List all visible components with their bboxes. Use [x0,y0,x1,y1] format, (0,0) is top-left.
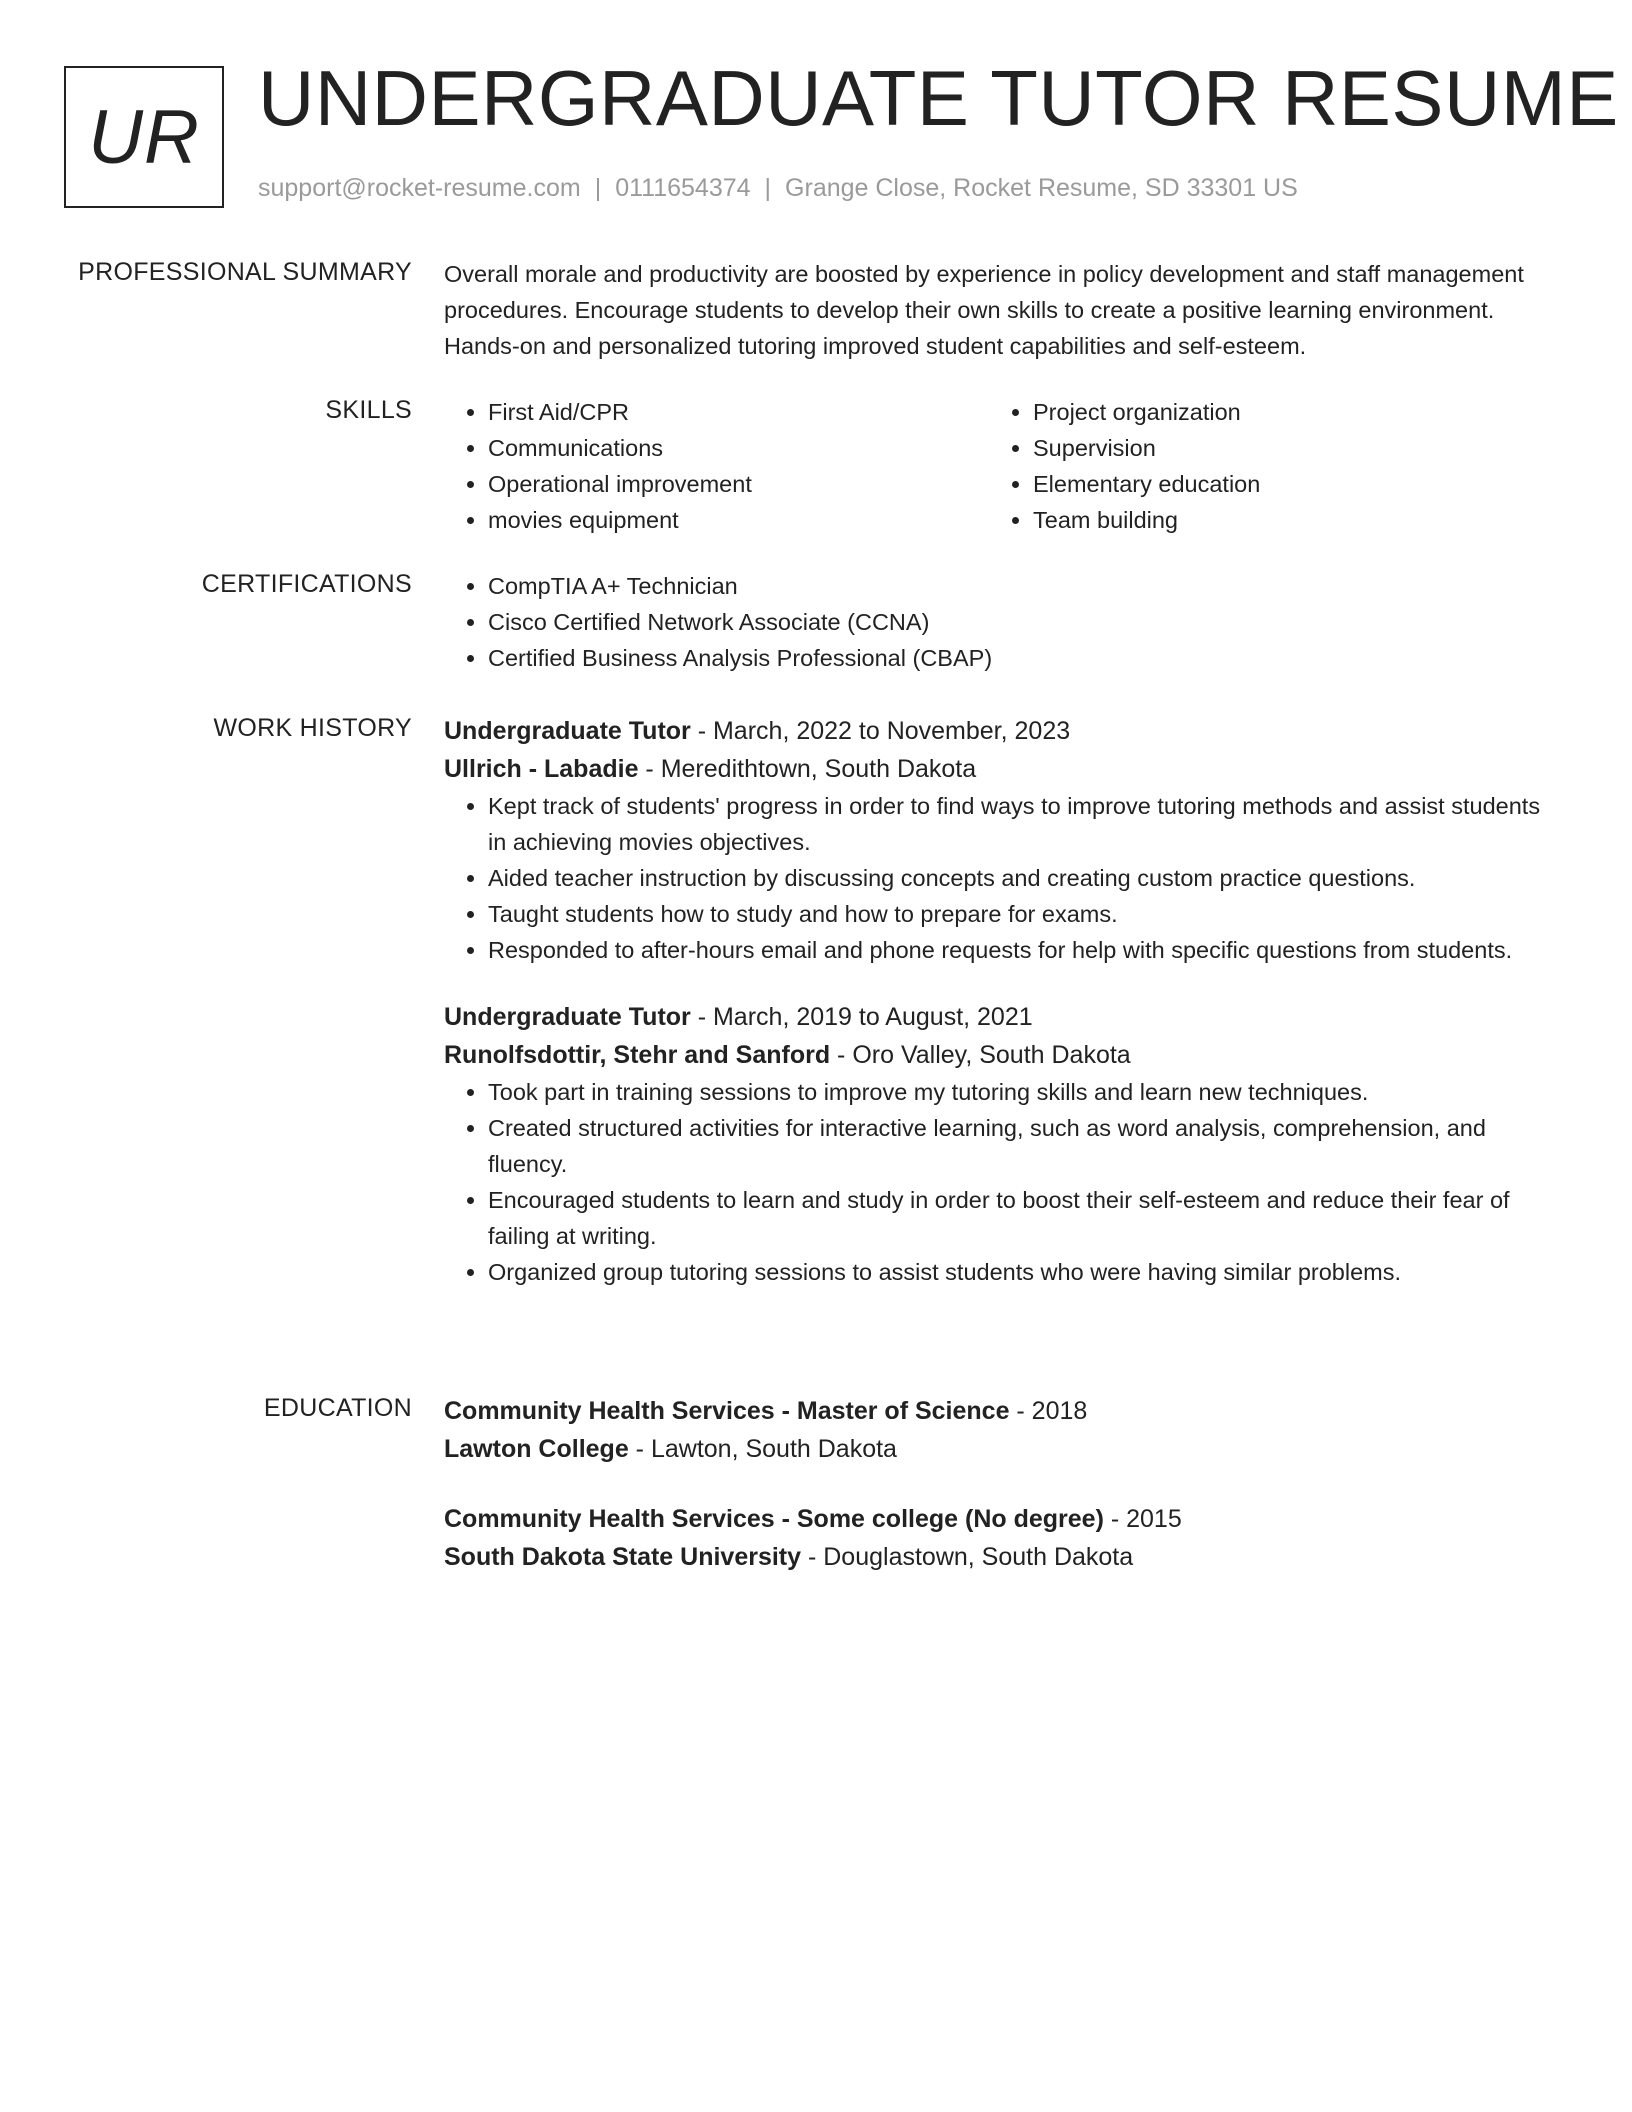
education-entry [444,1392,1554,1468]
education-school-line [444,1538,1554,1576]
skill-item: • Project organization [1033,394,1534,430]
education-body [444,1392,1554,1576]
summary-text: Overall morale and productivity are boosted by experience in policy development and staff management procedures. Encourage students to develop their own skills to create a positive learning environment. Hands-on and personalized tutoring improved student capabilities and self-esteem. [444,261,1524,359]
job-location: - Meredithtown, South Dakota [638,755,977,783]
skill-item: • Supervision [1033,430,1534,466]
job-title-line [444,998,1554,1036]
skills-column-right [989,394,1534,538]
contact-address: Grange Close, Rocket Resume, SD 33301 US [785,174,1298,202]
education-year: - 2015 [1103,1505,1182,1533]
education-location: - Lawton, South Dakota [628,1435,897,1463]
job-location: - Oro Valley, South Dakota [830,1041,1131,1069]
section-heading: PROFESSIONAL SUMMARY [78,258,412,286]
contact-separator: | [764,174,772,202]
job-company: Runolfsdottir, Stehr and Sanford [444,1041,831,1069]
certifications-body [444,568,1554,676]
resume-title: UNDERGRADUATE TUTOR RESUME [258,54,1619,142]
job-entry [444,712,1554,968]
job-title: Undergraduate Tutor [444,1003,691,1031]
contact-line [258,174,1298,203]
job-duties-list [444,788,1554,968]
skill-item: • Communications [488,430,989,466]
education-entry [444,1500,1554,1576]
job-company-line [444,750,1554,788]
skill-item: • Elementary education [1033,466,1534,502]
job-title-line [444,712,1554,750]
work-history-body [444,712,1554,1290]
skills-list [444,394,989,538]
education-location: - Douglastown, South Dakota [801,1543,1134,1571]
skills-grid [444,394,1554,538]
certification-item: • Cisco Certified Network Associate (CCNA) [488,604,1554,640]
section-heading: CERTIFICATIONS [201,570,412,598]
job-entry [444,998,1554,1290]
skill-item: • Team building [1033,502,1534,538]
job-duty-item: • Responded to after-hours email and phone requests for help with specific questions from students. [488,932,1554,968]
section-heading: EDUCATION [263,1394,412,1422]
certifications-list [444,568,1554,676]
certification-item: • CompTIA A+ Technician [488,568,1554,604]
skills-column-left [444,394,989,538]
skill-item: • Operational improvement [488,466,989,502]
summary-body [444,256,1554,364]
education-school-line [444,1430,1554,1468]
education-degree-line [444,1392,1554,1430]
monogram-text: UR [88,94,200,180]
monogram-badge [64,66,224,208]
job-dates: - March, 2019 to August, 2021 [690,1003,1033,1031]
contact-email[interactable]: support@rocket-resume.com [258,174,581,202]
education-degree-line [444,1500,1554,1538]
job-company: Ullrich - Labadie [444,755,639,783]
job-title: Undergraduate Tutor [444,717,691,745]
certification-item: • Certified Business Analysis Professional (CBAP) [488,640,1554,676]
job-duty-item: • Aided teacher instruction by discussing concepts and creating custom practice questions. [488,860,1554,896]
skills-body [444,394,1554,538]
job-duty-item: • Kept track of students' progress in order to find ways to improve tutoring methods and assist students in achieving movies objectives. [488,788,1554,860]
skill-item: • movies equipment [488,502,989,538]
contact-separator: | [594,174,602,202]
education-school: South Dakota State University [444,1543,802,1571]
job-company-line [444,1036,1554,1074]
job-duty-item: • Took part in training sessions to improve my tutoring skills and learn new techniques. [488,1074,1554,1110]
education-degree: Community Health Services - Some college (No degree) [444,1505,1104,1533]
job-duty-item: • Encouraged students to learn and study in order to boost their self-esteem and reduce their fear of failing at writing. [488,1182,1554,1254]
job-duties-list [444,1074,1554,1290]
job-duty-item: • Taught students how to study and how to prepare for exams. [488,896,1554,932]
education-degree: Community Health Services - Master of Science [444,1397,1010,1425]
education-school: Lawton College [444,1435,629,1463]
job-duty-item: • Organized group tutoring sessions to assist students who were having similar problems. [488,1254,1554,1290]
section-heading: SKILLS [325,396,412,424]
job-duty-item: • Created structured activities for interactive learning, such as word analysis, comprehension, and fluency. [488,1110,1554,1182]
contact-phone[interactable]: 0111654374 [615,174,751,202]
education-year: - 2018 [1009,1397,1088,1425]
skill-item: • First Aid/CPR [488,394,989,430]
section-heading: WORK HISTORY [213,714,412,742]
skills-list [989,394,1534,538]
job-dates: - March, 2022 to November, 2023 [690,717,1071,745]
